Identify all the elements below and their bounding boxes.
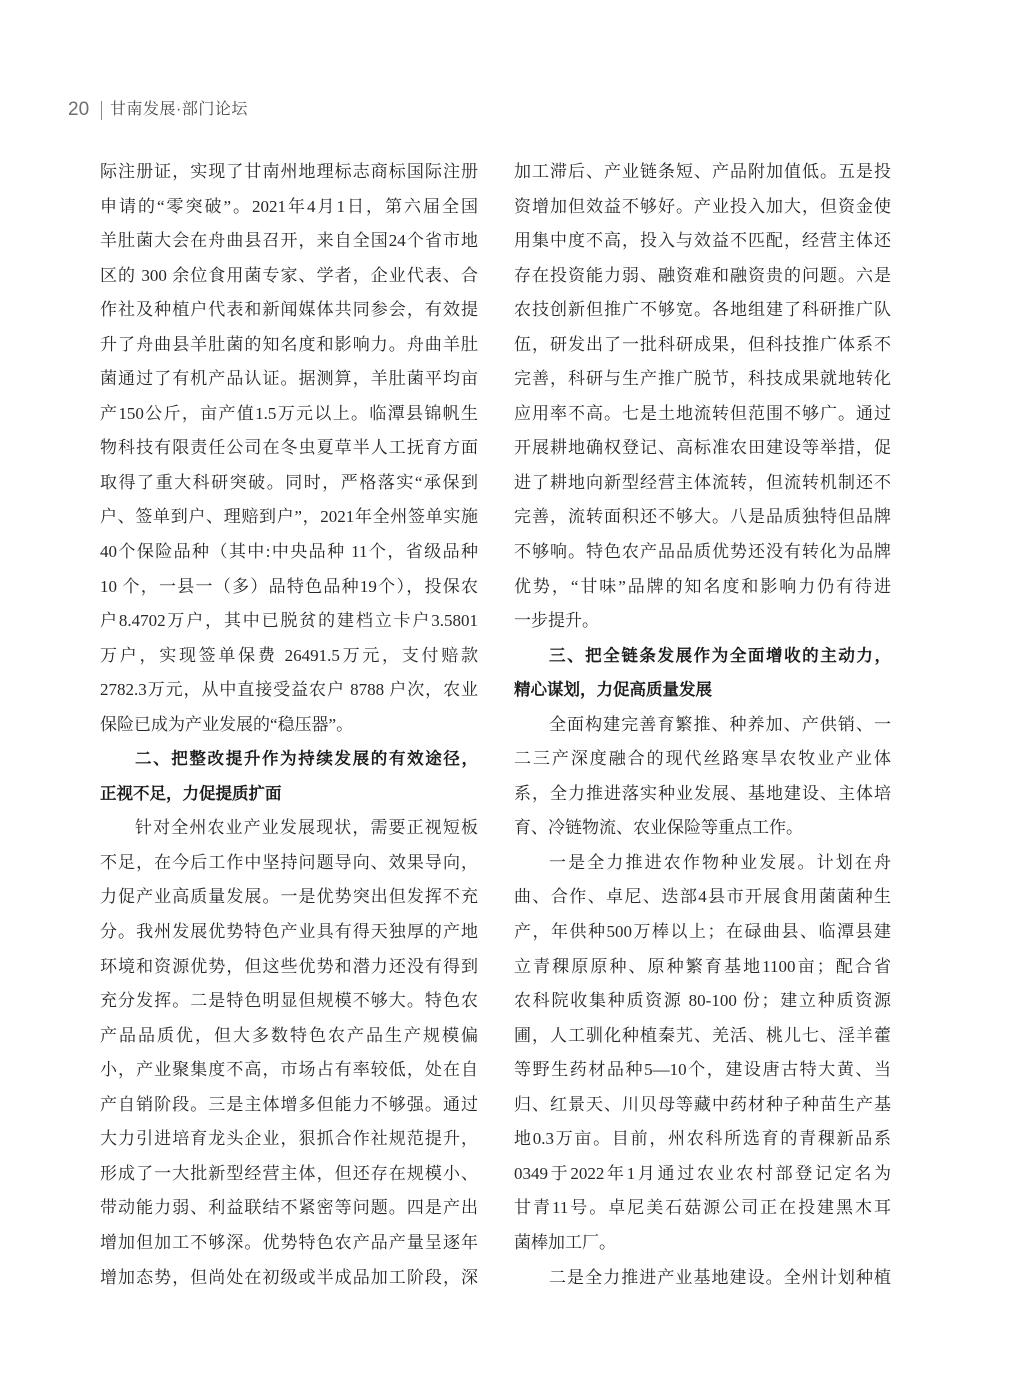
text-line: 完善，流转面积还不够大。八是品质独特但品牌 xyxy=(514,507,891,527)
text-line: 归、红景天、川贝母等藏中药材种子种苗生产基 xyxy=(514,1094,891,1114)
text-line: 系，全力推进落实种业发展、基地建设、主体培 xyxy=(514,783,891,803)
text-line: 菌棒加工厂。 xyxy=(514,1232,616,1252)
text-line: 环境和资源优势，但这些优势和潜力还没有得到 xyxy=(100,956,478,976)
text-line: 升了舟曲县羊肚菌的知名度和影响力。舟曲羊肚 xyxy=(100,334,478,354)
text-line: 全面构建完善育繁推、种养加、产供销、一 xyxy=(549,714,891,734)
text-line: 充分发挥。二是特色明显但规模不够大。特色农 xyxy=(100,991,478,1011)
text-line: 不足，在今后工作中坚持问题导向、效果导向， xyxy=(100,852,478,872)
text-line: 0349于2022年1月通过农业农村部登记定名为 xyxy=(514,1163,891,1183)
column-left xyxy=(100,155,478,1295)
text-line: 大力引进培育龙头企业，狠抓合作社规范提升， xyxy=(100,1129,478,1149)
section-heading xyxy=(100,742,478,811)
text-line: 户、签单到户、理赔到户”，2021年全州签单实施 xyxy=(100,507,478,527)
paragraph xyxy=(100,811,478,1295)
heading-line: 精心谋划，力促高质量发展 xyxy=(514,681,712,700)
text-line: 圃，人工驯化种植秦艽、羌活、桃儿七、淫羊藿 xyxy=(514,1025,891,1045)
text-line: 甘青11号。卓尼美石菇源公司正在投建黑木耳 xyxy=(514,1198,891,1218)
text-line: 完善，科研与生产推广脱节，科技成果就地转化 xyxy=(514,369,891,389)
header-divider xyxy=(101,101,102,120)
column-right xyxy=(514,155,891,1295)
text-line: 产品品质优，但大多数特色农产品生产规模偏 xyxy=(100,1025,478,1045)
heading-line: 正视不足，力促提质扩面 xyxy=(100,784,282,803)
text-line: 二三产深度融合的现代丝路寒旱农牧业产业体 xyxy=(514,749,891,769)
text-line: 资增加但效益不够好。产业投入加大，但资金使 xyxy=(514,196,891,216)
heading-line: 三、把全链条发展作为全面增收的主动力， xyxy=(549,646,891,665)
text-line: 区的 300 余位食用菌专家、学者，企业代表、合 xyxy=(100,265,478,285)
text-line: 申请的“零突破”。2021年4月1日，第六届全国 xyxy=(100,196,478,216)
text-line: 形成了一大批新型经营主体，但还存在规模小、 xyxy=(100,1163,478,1183)
text-line: 增加态势，但尚处在初级或半成品加工阶段，深 xyxy=(100,1267,478,1287)
text-line: 二是全力推进产业基地建设。全州计划种植 xyxy=(549,1267,891,1287)
text-line: 地0.3万亩。目前，州农科所选育的青稞新品系 xyxy=(514,1129,891,1149)
text-line: 开展耕地确权登记、高标准农田建设等举措，促 xyxy=(514,438,891,458)
text-line: 10 个，一县一（多）品特色品种19个），投保农 xyxy=(100,576,478,596)
text-line: 分。我州发展优势特色产业具有得天独厚的产地 xyxy=(100,922,478,942)
text-line: 40个保险品种（其中:中央品种 11个，省级品种 xyxy=(100,542,478,562)
heading-line: 二、把整改提升作为持续发展的有效途径， xyxy=(135,750,478,769)
paragraph xyxy=(514,708,891,846)
text-line: 一步提升。 xyxy=(514,611,599,631)
section-heading xyxy=(514,639,891,708)
text-line: 优势，“甘味”品牌的知名度和影响力仍有待进 xyxy=(514,576,891,596)
text-line: 取得了重大科研突破。同时，严格落实“承保到 xyxy=(100,472,478,492)
text-line: 农技创新但推广不够宽。各地组建了科研推广队 xyxy=(514,300,891,320)
text-line: 用集中度不高，投入与效益不匹配，经营主体还 xyxy=(514,231,891,251)
text-line: 不够响。特色农产品品质优势还没有转化为品牌 xyxy=(514,542,891,562)
text-line: 小，产业聚集度不高，市场占有率较低，处在自 xyxy=(100,1060,478,1080)
paragraph xyxy=(514,155,891,639)
text-line: 加工滞后、产业链条短、产品附加值低。五是投 xyxy=(514,162,891,181)
text-line: 等野生药材品种5—10个，建设唐古特大黄、当 xyxy=(514,1060,891,1080)
text-line: 伍，研发出了一批科研成果，但科技推广体系不 xyxy=(514,334,891,354)
section-title: 甘南发展·部门论坛 xyxy=(110,101,248,118)
text-line: 万户，实现签单保费 26491.5万元，支付赔款 xyxy=(100,645,478,665)
text-line: 存在投资能力弱、融资难和融资贵的问题。六是 xyxy=(514,265,891,285)
text-line: 2782.3万元，从中直接受益农户 8788 户次，农业 xyxy=(100,680,478,700)
text-line: 立青稞原原种、原种繁育基地1100亩；配合省 xyxy=(514,956,891,976)
text-line: 产自销阶段。三是主体增多但能力不够强。通过 xyxy=(100,1094,478,1114)
text-line: 应用率不高。七是土地流转但范围不够广。通过 xyxy=(514,403,891,423)
text-line: 产，年供种500万棒以上；在碌曲县、临潭县建 xyxy=(514,922,891,942)
text-line: 一是全力推进农作物种业发展。计划在舟 xyxy=(549,852,891,872)
paragraph xyxy=(514,846,891,1261)
paragraph xyxy=(514,1261,891,1296)
text-line: 保险已成为产业发展的“稳压器”。 xyxy=(100,714,354,734)
text-line: 曲、合作、卓尼、迭部4县市开展食用菌菌种生 xyxy=(514,887,891,907)
paragraph xyxy=(100,155,478,742)
text-line: 际注册证，实现了甘南州地理标志商标国际注册 xyxy=(100,162,478,181)
text-line: 产150公斤，亩产值1.5万元以上。临潭县锦帆生 xyxy=(100,403,478,423)
text-line: 户8.4702万户，其中已脱贫的建档立卡户3.5801 xyxy=(100,611,478,631)
text-line: 物科技有限责任公司在冬虫夏草半人工抚育方面 xyxy=(100,438,478,458)
text-line: 作社及种植户代表和新闻媒体共同参会，有效提 xyxy=(100,300,478,320)
text-line: 带动能力弱、利益联结不紧密等问题。四是产出 xyxy=(100,1198,478,1218)
page-number: 20 xyxy=(68,99,90,120)
text-line: 农科院收集种质资源 80-100 份；建立种质资源 xyxy=(514,991,891,1011)
text-line: 针对全州农业产业发展现状，需要正视短板 xyxy=(135,818,478,838)
text-line: 进了耕地向新型经营主体流转，但流转机制还不 xyxy=(514,472,891,492)
text-line: 羊肚菌大会在舟曲县召开，来自全国24个省市地 xyxy=(100,231,478,251)
text-line: 增加但加工不够深。优势特色农产品产量呈逐年 xyxy=(100,1232,478,1252)
text-line: 育、冷链物流、农业保险等重点工作。 xyxy=(514,818,803,838)
text-line: 菌通过了有机产品认证。据测算，羊肚菌平均亩 xyxy=(100,369,478,389)
text-line: 力促产业高质量发展。一是优势突出但发挥不充 xyxy=(100,887,478,907)
